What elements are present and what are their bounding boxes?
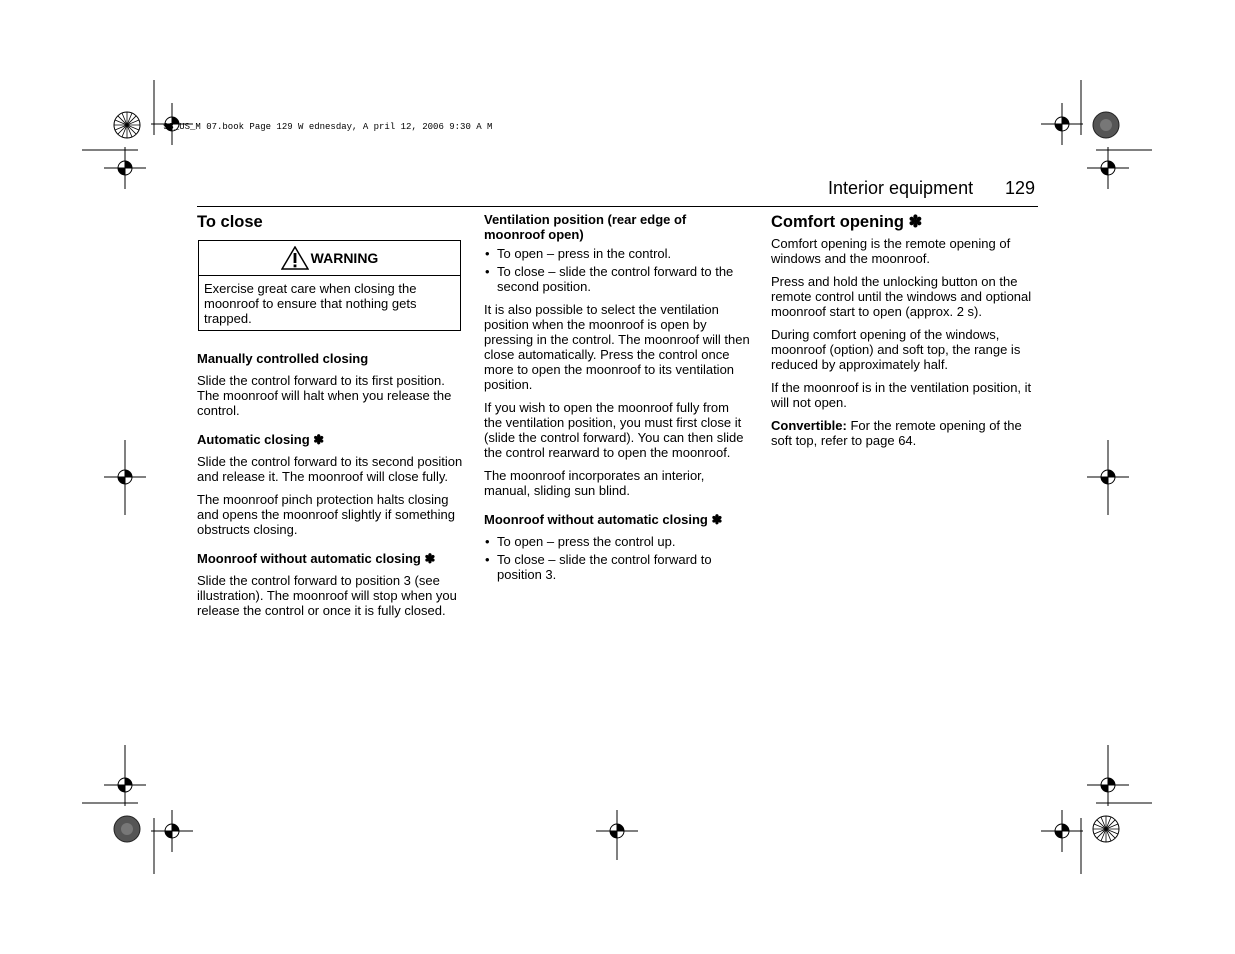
heading-manual-closing: Manually controlled closing bbox=[197, 351, 369, 366]
heading-to-close: To close bbox=[197, 213, 263, 231]
heading-ventilation-position: Ventilation position (rear edge of moonroof open) bbox=[484, 212, 687, 242]
column-3 bbox=[771, 212, 1039, 456]
heading-comfort-opening: Comfort opening ✽ bbox=[771, 213, 923, 231]
paragraph: Press and hold the unlocking button on the remote control until the windows and optional moonroof start to open (approx. 2 s). bbox=[771, 274, 1032, 319]
paragraph: The moonroof pinch protection halts closing and opens the moonroof slightly if something obstructs closing. bbox=[197, 492, 455, 537]
convertible-text: For the remote opening of the soft top, refer to page 64. bbox=[771, 418, 1022, 448]
list-item: • To close – slide the control forward to the second position. bbox=[484, 264, 750, 294]
paragraph: The moonroof incorporates an interior, manual, sliding sun blind. bbox=[484, 468, 705, 498]
warning-header bbox=[199, 241, 460, 276]
paragraph: Slide the control forward to position 3 (see illustration). The moonroof will stop when you release the control or once it is fully closed. bbox=[197, 573, 457, 618]
list-item: • To close – slide the control forward to position 3. bbox=[484, 552, 750, 582]
heading-moonroof-without-auto: Moonroof without automatic closing ✽ bbox=[484, 512, 723, 527]
header-rule bbox=[197, 206, 1038, 207]
paragraph: If the moonroof is in the ventilation position, it will not open. bbox=[771, 380, 1032, 410]
moonroof-list bbox=[484, 534, 750, 582]
paragraph: Slide the control forward to its second position and release it. The moonroof will close fully. bbox=[197, 454, 463, 484]
heading-automatic-closing: Automatic closing ✽ bbox=[197, 432, 325, 447]
warning-box bbox=[198, 240, 461, 331]
paragraph: Slide the control forward to its first position. The moonroof will halt when you release the control. bbox=[197, 373, 452, 418]
heading-moonroof-without-auto: Moonroof without automatic closing ✽ bbox=[197, 551, 436, 566]
warning-triangle-icon bbox=[281, 246, 309, 270]
section-title: Interior equipment bbox=[828, 178, 974, 198]
warning-text: Exercise great care when closing the moonroof to ensure that nothing gets trapped. bbox=[204, 281, 417, 326]
print-slug: 93_US_M 07.book Page 129 W ednesday, A pril 12, 2006 9:30 A M bbox=[163, 122, 493, 132]
page-number: 129 bbox=[1005, 178, 1036, 198]
ventilation-list bbox=[484, 246, 750, 294]
list-item: • To open – press in the control. bbox=[484, 246, 750, 261]
column-1 bbox=[197, 212, 463, 626]
warning-body bbox=[199, 276, 460, 330]
warning-label: WARNING bbox=[310, 249, 379, 266]
convertible-label: Convertible: bbox=[771, 418, 847, 433]
column-2 bbox=[484, 212, 750, 590]
paragraph: Comfort opening is the remote opening of windows and the moonroof. bbox=[771, 236, 1011, 266]
convertible-paragraph bbox=[771, 418, 1039, 448]
paragraph: It is also possible to select the ventilation position when the moonroof is open by pressing in the control. The moonroof will then close automatically. Press the control once more to open the moonroof to its ventilation position. bbox=[484, 302, 750, 392]
list-item: • To open – press the control up. bbox=[484, 534, 750, 549]
paragraph: During comfort opening of the windows, moonroof (option) and soft top, the range is reduced by approximately half. bbox=[771, 327, 1021, 372]
paragraph: If you wish to open the moonroof fully from the ventilation position, you must first close it (slide the control forward). You can then slide the control rearward to open the moonroof. bbox=[484, 400, 744, 460]
